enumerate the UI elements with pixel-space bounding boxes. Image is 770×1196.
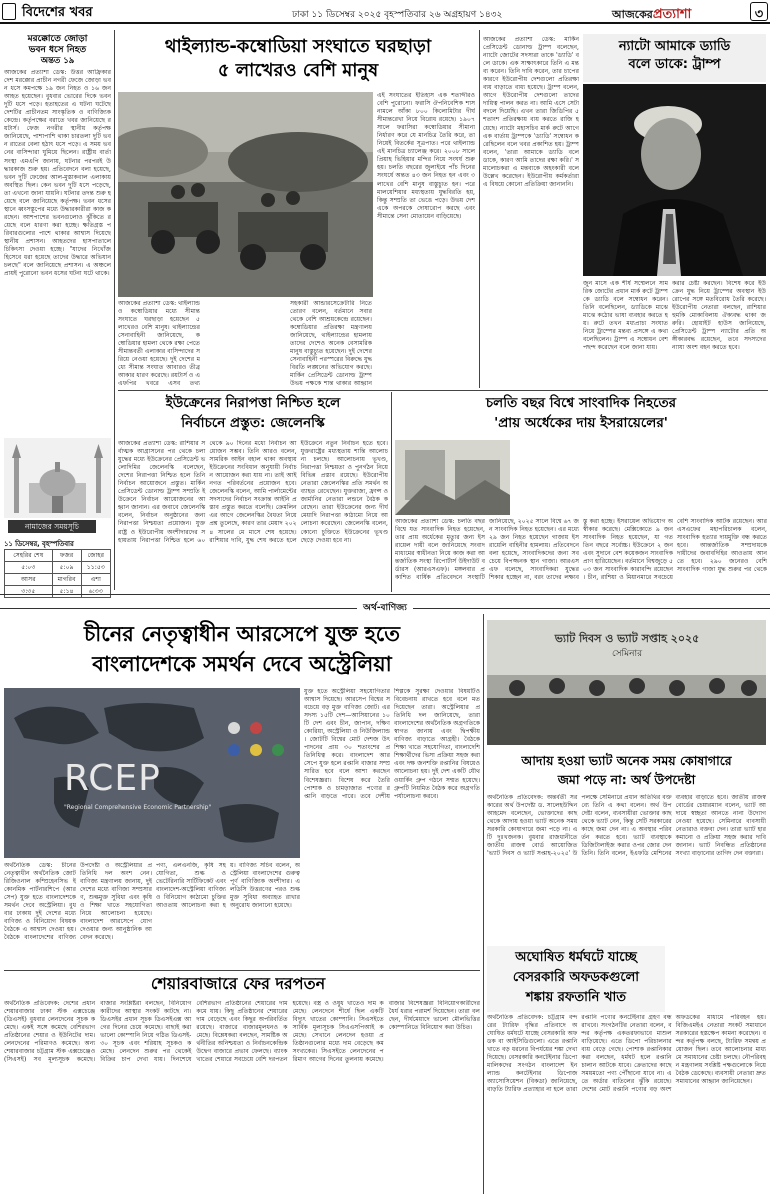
- rcep-graphic: [4, 688, 300, 858]
- strike-body: অর্থনৈতিক প্রতিবেদক: চট্টগ্রাম বন্দরের ট্যারিফ বৃদ্ধির প্রতিবাদে অঘোষিত ধর্মঘটে যাচ্ছে বেসরকারি অফডক বা আইসিডিগুলো। এতে রপ্তানি খাতে বড় ধরনের বিপর্যয়ের শঙ্কা দেখা দিয়েছে। বেসরকারি কনটেইনার ডিপো মালিকদের সংগঠন বাংলাদেশ ইনল্যান্ড কনটেইনার ডিপোজ অ্যাসোসিয়েশন (বিকডা) জানিয়েছে, বাড়তি ট্যারিফ প্রত্যাহার না হলে তারা রপ্তানি পণ্যের কনটেইনার গ্রহণ বন্ধ রাখবে। সংগঠনটির নেতারা বলেন, বন্দর কর্তৃপক্ষ একতরফাভাবে মাশুল বাড়িয়েছে। এতে ডিপো পরিচালনার ব্যয় বেড়ে গেছে। পোশাক রপ্তানিকারকরা বলছেন, ধর্মঘট হলে রপ্তানি চালান আটকে যাবে। ক্রেতাদের কাছে সময়মতো পণ্য পৌঁছানো যাবে না। এতে অর্ডার বাতিলের ঝুঁকি রয়েছে। দেশের মোট রপ্তানি পণ্যের বড় অংশ অফডকের মাধ্যমে পরিবহন হয়। বিজিএমইএ নেতারা সংকট সমাধানে সরকারের হস্তক্ষেপ কামনা করেছেন। বন্দর কর্তৃপক্ষ বলছে, ট্যারিফ সমন্বয় প্রয়োজন ছিল। তবে আলোচনার মাধ্যমে সমাধানের চেষ্টা চলছে। নৌপরিবহন মন্ত্রণালয় সংশ্লিষ্ট পক্ষগুলোকে নিয়ে বৈঠক ডেকেছে। ব্যবসায়ী নেতারা দ্রুত সমাধানের আহ্বান জানিয়েছেন।: [487, 1014, 766, 1094]
- vat-photo: [487, 620, 766, 745]
- thai-headline-2: ৫ লাখেরও বেশি মানুষ: [217, 60, 379, 81]
- prayer-row: সেহরির শেষ ফজর জোহর: [5, 550, 111, 562]
- thai-body-3: এই সংঘাতের ইতিহাস এক শতাব্দীরও বেশি পুরোনো। ফরাসি ঔপনিবেশিক শাসনামলে আঁকা ৮০০ কিলোমিটার দীর্ঘ সীমান্তরেখা নিয়ে বিরোধ রয়েছে। ১৯০৭ সালে ফরাসিরা কম্বোডিয়ার সীমানা নির্ধারণ করে যে মানচিত্র তৈরি করে, তা নিয়েই বিতর্কের সূত্রপাত। পরে থাইল্যান্ড এই মানচিত্র চ্যালেঞ্জ করে। ২০০৮ সালে প্রিয়াহ ভিহিয়ার মন্দির নিয়ে সংঘর্ষ শুরু হয়। চলতি বছরের জুলাইয়ে পাঁচ দিনের সংঘর্ষে অন্তত ৪৩ জন নিহত হন এবং ৩ লাখের বেশি মানুষ বাস্তুচ্যুত হন। পরে মালয়েশিয়ার মধ্যস্থতায় যুদ্ধবিরতি হয়, কিন্তু সম্প্রতি তা ভেঙে পড়ে। উভয় দেশ একে অপরকে দোষারোপ করছে এবং সীমান্তে সেনা মোতায়েন বাড়িয়েছে।: [377, 92, 475, 220]
- nato-body-2: জুন মাসে এক শীর্ষ সম্মেলনে সামরিক জোটের প্রধান মার্ক রুটে ট্রাম্পকে ড্যাডি বলে সম্বোধন করেন। তিনি বলেছিলেন, ড্যাডিকে মাঝে মাঝে কঠোর ভাষা ব্যবহার করতে হয়। রুটে তখন মধ্যপ্রাচ্য সংঘাত নিয়ে ট্রাম্পের মন্তব্য প্রসঙ্গে এ কথা বলেছিলেন। ট্রাম্প এ সম্বোধন বেশ পছন্দ করেছেন বলে জানা যায়।: [583, 280, 668, 352]
- nato-headline-2: বলে ডাকে: ট্রাম্প: [628, 57, 721, 72]
- prayer-row: আসর মাগরিব এশা: [5, 574, 111, 586]
- vat-body: অর্থনৈতিক প্রতিবেদক: অন্তর্বর্তী সরকারের অর্থ উপদেষ্টা ড. সালেহউদ্দিন আহমেদ বলেছেন, ভোক্তাদের কাছ থেকে আদায় হওয়া ভ্যাট অনেক সময় সরকারি কোষাগারে জমা পড়ে না। এটি দুঃখজনক। বুধবার রাজধানীতে জাতীয় রাজস্ব বোর্ড আয়োজিত 'ভ্যাট দিবস ও ভ্যাট সপ্তাহ-২০২৫' উপলক্ষে সেমিনারে প্রধান অতিথির বক্তব্যে তিনি এ কথা বলেন। অর্থ উপদেষ্টা বলেন, ব্যবসায়ীরা ভোক্তার কাছ থেকে ভ্যাট নেন, কিন্তু সেটি সরকারের কাছে জমা দেন না। এ অবস্থার পরিবর্তন করতে হবে। ভ্যাট ব্যবস্থাকে ডিজিটালাইজ করার ওপর জোর দেন তিনি। তিনি বলেন, ইএফডি মেশিনের ব্যবহার বাড়াতে হবে। জাতীয় রাজস্ব বোর্ডের চেয়ারম্যান বলেন, ভ্যাট আদায়ে স্বচ্ছতা আনতে নানা উদ্যোগ নেওয়া হয়েছে। সেমিনারে ব্যবসায়ী নেতারাও বক্তব্য দেন। তারা ভ্যাট হার কমানো ও প্রক্রিয়া সহজ করার দাবি জানান। ভ্যাট নিবন্ধিত প্রতিষ্ঠানের সংখ্যা বাড়ানোর তাগিদ দেন বক্তারা।: [487, 794, 766, 858]
- journalists-headline-2: 'প্রায় অর্ধেকের দায় ইসরায়েলের': [494, 415, 668, 431]
- prayer-table: [4, 549, 111, 598]
- ukraine-body: আজকের প্রত্যাশা ডেস্ক: রাশিয়ার সর্বাত্মক আগ্রাসনের পর থেকে চলা যুদ্ধের মধ্যে ইউক্রেনের প্রেসিডেন্ট ভলোদিমির জেলেনস্কি বলেছেন, দেশের নিরাপত্তা নিশ্চিত হলে তিনি নির্বাচন আয়োজনে প্রস্তুত। মার্কিন প্রেসিডেন্ট ডোনাল্ড ট্রাম্প সম্প্রতি ইউক্রেনে নির্বাচন আয়োজনের আহ্বান জানান। এর জবাবে জেলেনস্কি বলেন, নির্বাচন অনুষ্ঠানের জন্য নিরাপত্তা নিশ্চয়তা প্রয়োজন। যুক্তরাষ্ট্র ও ইউরোপীয় অংশীদারদের সহায়তায় নিরাপত্তা নিশ্চিত হলে ৬০ থেকে ৯০ দিনের মধ্যে নির্বাচন আয়োজন সম্ভব। তিনি আরও বলেন, সামরিক আইন বহাল থাকা অবস্থায় ইউক্রেনের সংবিধান অনুযায়ী নির্বাচন আয়োজন করা যায় না। তাই আইনগত পরিবর্তনের প্রয়োজন হবে। জেলেনস্কি বলেন, আমি পার্লামেন্টের সদস্যদের নির্বাচন সংক্রান্ত আইনি প্রস্তাব প্রস্তুত করতে বলেছি। ক্রেমলিন এর আগে জেলেনস্কির বৈধতা নিয়ে প্রশ্ন তুলেছে, কারণ তার মেয়াদ ২০২৪ সালের মে মাসে শেষ হয়েছে। রাশিয়ার দাবি, যুদ্ধ শেষ করতে হলে ইউক্রেনে নতুন নির্বাচন হতে হবে। যুক্তরাষ্ট্রের মধ্যস্থতায় শান্তি আলোচনা চলছে। আলোচনায় ভূখণ্ড, নিরাপত্তা নিশ্চয়তা ও পুনর্গঠন নিয়ে বিভিন্ন প্রস্তাব রয়েছে। ইউরোপীয় নেতারা জেলেনস্কির প্রতি সমর্থন অব্যাহত রেখেছেন। যুক্তরাজ্য, ফ্রান্স ও জার্মানির নেতারা লন্ডনে বৈঠক করেছেন। তারা ইউক্রেনের জন্য দীর্ঘমেয়াদি নিরাপত্তা কাঠামো নিয়ে আলোচনা করেছেন। জেলেনস্কি বলেন, কোনো চুক্তিতে ইউক্রেনের ভূখণ্ড ছেড়ে দেওয়া হবে না।: [118, 440, 388, 544]
- col-rule: [391, 392, 392, 592]
- rcep-headline-1: চীনের নেতৃত্বাধীন আরসেপে যুক্ত হতে: [83, 622, 401, 646]
- rcep-body-2: পণ্য, এলএনজি, কৃষি সহযোগিতা, শুল্ক ও ভেটেরিনারি সার্টিফিকেট এবং বাংলাদেশ-অস্ট্রেলিয়া বাণিজ্য ও বিনিয়োগ কাঠামো চুক্তির আওতায় আলোচনা করা হয়। বাণিজ্য সচিব বলেন, অস্ট্রেলিয়া বাংলাদেশের গুরুত্বপূর্ণ বাণিজ্যিক অংশীদার। এলডিসি উত্তরণের পরও শুল্কমুক্ত সুবিধা অব্যাহত রাখার অনুরোধ জানানো হয়েছে।: [156, 862, 300, 910]
- nato-body-1: আজকের প্রত্যাশা ডেস্ক: মার্কিন প্রেসিডেন্ট ডোনাল্ড ট্রাম্প বলেছেন, ন্যাটো জোটের সদস্যরা তাকে 'ড্যাডি' বলে ডাকে। এক সাক্ষাৎকারে তিনি এ মন্তব্য করেন। তিনি দাবি করেন, তার চাপের কারণে ইউরোপীয় দেশগুলো প্রতিরক্ষা ব্যয় বাড়াতে বাধ্য হয়েছে। ট্রাম্প বলেন, আগে ইউরোপীয় দেশগুলো তাদের দায়িত্ব পালন করত না। আমি এসে সেটা বদলে দিয়েছি। এখন তারা জিডিপির ৫ শতাংশ প্রতিরক্ষায় ব্যয় করতে রাজি হয়েছে। ন্যাটো মহাসচিব মার্ক রুটে আগে এক বার্তায় ট্রাম্পকে 'ড্যাডি' সম্বোধন করেছিলেন বলে খবর প্রকাশিত হয়। ট্রাম্প বলেন, 'তারা আমাকে ড্যাডি বলে ডাকে, কারণ আমি তাদের রক্ষা করি।' সমালোচকরা এ মন্তব্যকে অহংকারী বলে উল্লেখ করেছেন। ইউরোপীয় কর্মকর্তারা এ বিষয়ে কোনো প্রতিক্রিয়া জানাননি।: [483, 36, 579, 188]
- journalists-headline-1: চলতি বছর বিশ্বে সাংবাদিক নিহতের: [485, 395, 677, 411]
- nato-body-3: করার চেষ্টা করছেন। বিশেষ করে ইউক্রেন যুদ্ধ নিয়ে ট্রাম্পের অবস্থান ইউরোপের সঙ্গে মতবিরোধ তৈরি করেছে। ইউরোপীয় নেতারা বলছেন, রাশিয়ার হুমকি মোকাবিলায় ঐক্যবদ্ধ থাকা জরুরি। হোয়াইট হাউস জানিয়েছে, প্রেসিডেন্ট ট্রাম্প ন্যাটোর প্রতি অঙ্গীকারবদ্ধ রয়েছেন, তবে সদস্যদের ন্যায্য অংশ বহন করতে হবে।: [672, 280, 766, 352]
- trump-portrait-illustration: [583, 84, 766, 276]
- refugee-convoy-illustration: [118, 92, 373, 297]
- shares-body: অর্থনৈতিক প্রতিবেদক: দেশের প্রধান শেয়ারবাজার ঢাকা স্টক এক্সচেঞ্জে (ডিএসই) বুধবার লেনদেনের সূচক কমেছে। একই সঙ্গে কমেছে বেশিরভাগ প্রতিষ্ঠানের শেয়ার ও ইউনিটের দাম। লেনদেনের পরিমাণও কমেছে। অন্য শেয়ারবাজার চট্টগ্রাম স্টক এক্সচেঞ্জেও (সিএসই) সব মূল্যসূচক কমেছে। বাজার সংশ্লিষ্টরা বলছেন, বিনিয়োগকারীদের আস্থার সংকট কাটছে না। ডিএসইর প্রধান সূচক ডিএসইএক্স আগের দিনের চেয়ে কমেছে। বাছাই করা ভালো কোম্পানি নিয়ে গঠিত ডিএসই-৩০ সূচক এবং শরিয়াহ সূচকও কমেছে। লেনদেন শুরুর পর থেকেই বিক্রির চাপ দেখা যায়। দিনশেষে বেশিরভাগ প্রতিষ্ঠানের শেয়ারের দাম কমে যায়। কিছু প্রতিষ্ঠানের শেয়ারের দাম বেড়েছে এবং কিছুর অপরিবর্তিত রয়েছে। বাজারে বাজারমূলধনও কমেছে। বিশ্লেষকরা বলছেন, সামষ্টিক অর্থনীতির অনিশ্চয়তা ও নির্বাচনকেন্দ্রিক উদ্বেগ বাজারে প্রভাব ফেলছে। ব্যাংক খাতের শেয়ারে সবচেয়ে বেশি দরপতন হয়েছে। বস্ত্র ও ওষুধ খাতেও দাম কমেছে। লেনদেনে শীর্ষে ছিল একটি বিদ্যুৎ খাতের কোম্পানি। সিএসইতে সার্বিক মূল্যসূচক সিএএসপিআই কমেছে। সেখানে লেনদেন হওয়া প্রতিষ্ঠানগুলোর মধ্যে দাম বেড়েছে কম সংখ্যকের। সিএসইতে লেনদেনের পরিমাণ আগের দিনের তুলনায় কমেছে। বাজার বিশেষজ্ঞরা বিনিয়োগকারীদের ধৈর্য ধরার পরামর্শ দিয়েছেন। তারা বলছেন, দীর্ঘমেয়াদে ভালো মৌলভিত্তির কোম্পানিতে বিনিয়োগ করা উচিত।: [4, 1000, 480, 1064]
- rcep-body-3: যুক্ত হতে অস্ট্রেলিয়া সহযোগিতার আশ্বাস দিয়েছে। আরসেপ বিশ্বের সবচেয়ে বড় মুক্ত বাণিজ্য জোট। এর সদস্য ১৫টি দেশ—আসিয়ানের ১০টি দেশ এবং চীন, জাপান, দক্ষিণ কোরিয়া, অস্ট্রেলিয়া ও নিউজিল্যান্ড। জোটটি বিশ্বের মোট দেশজ উৎপাদনের প্রায় ৩০ শতাংশের প্রতিনিধিত্ব করে। বাংলাদেশ আরসেপে যুক্ত হলে রপ্তানি বাজার সম্প্রসারিত হবে বলে আশা করছেন বিশেষজ্ঞরা। বিশেষ করে তৈরি পোশাক ও চামড়াজাত পণ্যের রপ্তানি বাড়তে পারে। তবে দেশীয় শিল্পকে সুরক্ষা দেওয়ার বিষয়টিও বিবেচনায় রাখতে হবে বলে মত দিয়েছেন তারা। অস্ট্রেলিয়ার প্রতিনিধি দল জানিয়েছে, তারা বাংলাদেশের অর্থনৈতিক অগ্রগতিকে স্বাগত জানায় এবং দ্বিপক্ষীয় বাণিজ্য বাড়াতে আগ্রহী। বৈঠকে শিক্ষা খাতে সহযোগিতা, বাংলাদেশি শিক্ষার্থীদের ভিসা প্রক্রিয়া সহজ করা এবং দক্ষ জনশক্তি রপ্তানির বিষয়েও আলোচনা হয়। দুই দেশ একটি যৌথ ওয়ার্কিং গ্রুপ গঠনে সম্মত হয়েছে। গ্রুপটি নিয়মিত বৈঠক করে অগ্রগতি পর্যালোচনা করবে।: [304, 688, 480, 800]
- paper-name-a: আজকের: [612, 8, 653, 21]
- page-label-box: [2, 3, 16, 20]
- nato-headline-box: [583, 34, 766, 82]
- rcep-logo-subtitle: "Regional Comprehensive Economic Partnership": [64, 804, 212, 811]
- paper-logo: [612, 3, 691, 26]
- ukraine-headline-1: ইউক্রেনের নিরাপত্তা নিশ্চিত হলে: [165, 395, 341, 411]
- thai-body-2: সহকারী আন্ডারসেক্রেটারি নিতে তোরণ বলেন, বর্তমানে সবার থেকে বেশি আশ্রয়কেন্দ্রে রয়েছেন। কম্বোডিয়ার প্রতিরক্ষা মন্ত্রণালয় জানিয়েছে, থাইল্যান্ডের হামলায় তাদের দেশেও অনেক বেসামরিক মানুষ বাস্তুচ্যুত হয়েছেন। দুই দেশের সেনাবাহিনী পরস্পরের বিরুদ্ধে যুদ্ধবিরতি লঙ্ঘনের অভিযোগ করছে। মার্কিন প্রেসিডেন্ট ডোনাল্ড ট্রাম্প উভয় পক্ষকে শান্ত থাকার আহ্বান: [290, 300, 372, 388]
- section-band-label: অর্থ-বাণিজ্য: [357, 603, 413, 613]
- rcep-body-1: অর্থনৈতিক ডেস্ক: চীনের নেতৃত্বাধীন অর্থনৈতিক জোট রিজিওনাল কম্প্রিহেনসিভ ইকোনমিক পার্টনারশিপে (আরসেপ) যুক্ত হতে বাংলাদেশকে সমর্থন দেবে অস্ট্রেলিয়া। বুধবার ঢাকায় দুই দেশের মধ্যে বাণিজ্য ও বিনিয়োগ বিষয়ক বৈঠকে এ আশ্বাস দেওয়া হয়। বৈঠকে বাংলাদেশের বাণিজ্য উপদেষ্টা ও অস্ট্রেলিয়ার প্রতিনিধি দল অংশ নেন। বাণিজ্য মন্ত্রণালয় জানায়, দুই দেশের মধ্যে বাণিজ্য সম্প্রসারণ, শুল্কমুক্ত সুবিধা এবং কৃষি ও শিক্ষা খাতে সহযোগিতা নিয়ে আলোচনা হয়েছে। বাংলাদেশ আরসেপে যোগ দেওয়ার জন্য আনুষ্ঠানিক আবেদন করেছে।: [4, 862, 152, 942]
- rcep-headline-2: বাংলাদেশকে সমর্থন দেবে অস্ট্রেলিয়া: [92, 652, 392, 676]
- prayer-row: ৩:৩৫ ৫:১৪ ৬:৩৩: [5, 586, 111, 598]
- morocco-subhead: অন্তত ১৯: [40, 56, 75, 66]
- shares-headline: শেয়ারবাজারে ফের দরপতন: [150, 974, 326, 993]
- prayer-box: [4, 438, 111, 593]
- ukraine-headline-2: নির্বাচনে প্রস্তুত: জেলেনস্কি: [181, 415, 325, 431]
- strike-headline-1: অঘোষিত ধর্মঘটে যাচ্ছে: [515, 950, 637, 965]
- journalists-photo: [395, 440, 510, 515]
- vat-banner-1: ভ্যাট দিবস ও ভ্যাট সপ্তাহ ২০২৫: [554, 632, 700, 645]
- dateline: ঢাকা ১১ ডিসেম্বর ২০২৫ বৃহস্পতিবার ২৬ অগ্রহায়ণ ১৪৩২: [292, 10, 503, 20]
- page-number-box: [750, 2, 768, 21]
- thai-headline-1: থাইল্যান্ড-কম্বোডিয়া সংঘাতে ঘরছাড়া: [164, 36, 432, 57]
- row-rule: [118, 390, 768, 391]
- rcep-logo-title: RCEP: [64, 758, 161, 799]
- journalists-body: আজকের প্রত্যাশা ডেস্ক: চলতি বছর বিশ্বে যত সাংবাদিক নিহত হয়েছেন, তার প্রায় অর্ধেকের মৃত্যুর জন্য ইসরায়েল দায়ী বলে জানিয়েছে সংবাদমাধ্যমের স্বাধীনতা নিয়ে কাজ করা আন্তর্জাতিক সংস্থা রিপোর্টার্স উইদাউট বর্ডারস (আরএসএফ)। মঙ্গলবার প্রকাশিত বার্ষিক প্রতিবেদনে সংস্থাটি জানিয়েছে, ২০২৫ সালে বিশ্বে ৬৭ জন সাংবাদিক নিহত হয়েছেন। এর মধ্যে ২৯ জন নিহত হয়েছেন গাজায় ইসরায়েলি বাহিনীর হামলায়। প্রতিবেদনে বলা হয়েছে, সাংবাদিকদের জন্য সবচেয়ে বিপজ্জনক স্থান গাজা। আরএসএফ বলেছে, সাংবাদিকরা যুদ্ধের শিকার হচ্ছেন না, বরং তাদের লক্ষ্যবস্তু করা হচ্ছে। ইসরায়েল অভিযোগ অস্বীকার করেছে। মেক্সিকোতে ৯ জন সাংবাদিক নিহত হয়েছেন, যা গত তিন বছরে সর্বোচ্চ। ইউক্রেনে ২ জন এবং সুদানে বেশ কয়েকজন সাংবাদিক প্রাণ হারিয়েছেন। বর্তমানে বিশ্বজুড়ে ৫০৩ জন সাংবাদিক কারাবন্দি রয়েছেন। চীন, রাশিয়া ও মিয়ানমারে সবচেয়ে বেশি সাংবাদিক আটক রয়েছেন। আরএসএফের মহাপরিচালক বলেন, সাংবাদিক হত্যার দায়মুক্তি বন্ধ করতে হবে। আন্তর্জাতিক সম্প্রদায়কে দায়ীদের জবাবদিহির আওতায় আনতে হবে। ২৯০ জনেরও বেশি সাংবাদিক গাজা যুদ্ধ শুরুর পর থেকে: [395, 518, 767, 582]
- strike-headline-2: বেসরকারি অফডকগুলো: [512, 970, 640, 985]
- thai-photo: [118, 92, 373, 297]
- trump-photo: [583, 84, 766, 276]
- col-rule: [479, 30, 480, 388]
- col-rule: [114, 30, 115, 590]
- strike-headline-box: [487, 946, 665, 1012]
- masthead: [0, 0, 770, 24]
- page-label: বিদেশের খবর: [22, 5, 93, 20]
- vat-headline-1: আদায় হওয়া ভ্যাট অনেক সময় কোষাগারে: [521, 753, 732, 768]
- row-rule: [4, 970, 480, 971]
- morocco-headline: ভবন ধসে নিহত: [28, 45, 87, 55]
- nato-headline-1: ন্যাটো আমাকে ড্যাডি: [618, 39, 731, 54]
- morocco-kicker: মরক্কোতে জোড়া: [27, 34, 88, 44]
- strike-headline-3: শঙ্কায় রফতানি খাত: [525, 990, 627, 1005]
- thai-body-1: আজকের প্রত্যাশা ডেস্ক: থাইল্যান্ড ও কম্বোডিয়ার মধ্যে সীমান্ত সংঘাতে ঘরছাড়া হয়েছেন ৫ লাখেরও বেশি মানুষ। থাইল্যান্ডের সেনাবাহিনী জানিয়েছে, কম্বোডিয়ার হামলা থেকে রক্ষা পেতে সীমান্তবর্তী এলাকার বাসিন্দাদের সরিয়ে নেওয়া হয়েছে। দুই দেশের মধ্যে সীমান্ত সংঘাত আবারও তীব্র আকার ধারণ করেছে। রয়টার্স ও এএফপির খবরে এসব তথ্য: [118, 300, 200, 388]
- thai-body-1b: [204, 300, 286, 388]
- col-rule: [483, 614, 484, 1194]
- morocco-body: আজকের প্রত্যাশা ডেস্ক: উত্তর আফ্রিকার দেশ মরক্কোর প্রাচীন নগরী ফেজে জোড়া ভবন ধসে কমপক্ষে ১৯ জন নিহত ও ১৬ জন আহত হয়েছেন। বুধবার ভোরের দিকে ভবন দুটি ধসে পড়ে। হতাহতের এ ঘটনা ঘটেছে দেশটির প্রাচীনতম সাংস্কৃতিক ও বাণিজ্যিক কেন্দ্রে। কর্তৃপক্ষের বরাতে খবর জানিয়েছে রয়টার্স। ফেজ নগরীর স্থানীয় কর্তৃপক্ষ জানিয়েছে, পাশাপাশি থাকা চারতলা দুটি ভবন রাতের বেলা হঠাৎ ধসে পড়ে। এ সময় ভবনের বাসিন্দারা ঘুমিয়ে ছিলেন। রাষ্ট্রীয় বার্তা সংস্থা এমএপি জানায়, ঘটনার পরপরই উদ্ধারকাজ শুরু হয়। প্রতিবেদনে বলা হয়েছে, ভবন দুটি ফেজের আল-মুস্তাকবাল এলাকায় অবস্থিত ছিল। কেন ভবন দুটি ধসে পড়েছে, তা এখনো জানা যায়নি। ঘটনার তদন্ত শুরু হয়েছে বলে জানিয়েছে কর্তৃপক্ষ। ভবন ধসের স্থানে ধ্বংসস্তূপের মধ্যে উদ্ধারকারীরা কাজ করছেন। আশপাশের ভবনগুলোও ঝুঁকিতে রয়েছে বলে ধারণা করা হচ্ছে। ক্ষতিগ্রস্ত পরিবারগুলোর পাশে থাকার আশ্বাস দিয়েছে স্থানীয় প্রশাসন। আহতদের হাসপাতালে চিকিৎসা দেওয়া হচ্ছে। "যাদের নিখোঁজ হিসেবে ধরা হয়েছে তাদের উদ্ধারে অভিযান চলছে" বলে জানিয়েছে প্রশাসন। এ অঞ্চলে প্রায়ই পুরোনো ভবন ধসের ঘটনা ঘটে থাকে।: [4, 69, 111, 278]
- vat-headline-2: জমা পড়ে না: অর্থ উপদেষ্টা: [557, 772, 696, 787]
- mosque-icon: [4, 438, 111, 518]
- destroyed-building-illustration: [395, 440, 510, 515]
- prayer-date: ১১ ডিসেম্বর, বৃহস্পতিবার: [4, 540, 74, 548]
- mosque-illustration: [4, 438, 111, 518]
- prayer-caption: নামাজের সময়সূচি: [8, 520, 96, 533]
- morocco-story: [4, 34, 111, 449]
- paper-name-b: প্রত্যাশা: [652, 7, 692, 22]
- section-band: [0, 594, 770, 613]
- strike-body-side: [669, 946, 766, 1012]
- vat-banner-2: সেমিনার: [611, 649, 643, 659]
- prayer-row: ৫:০৩ ৫:০৯ ১১:৫৩: [5, 562, 111, 574]
- page-number: ৩: [754, 7, 764, 22]
